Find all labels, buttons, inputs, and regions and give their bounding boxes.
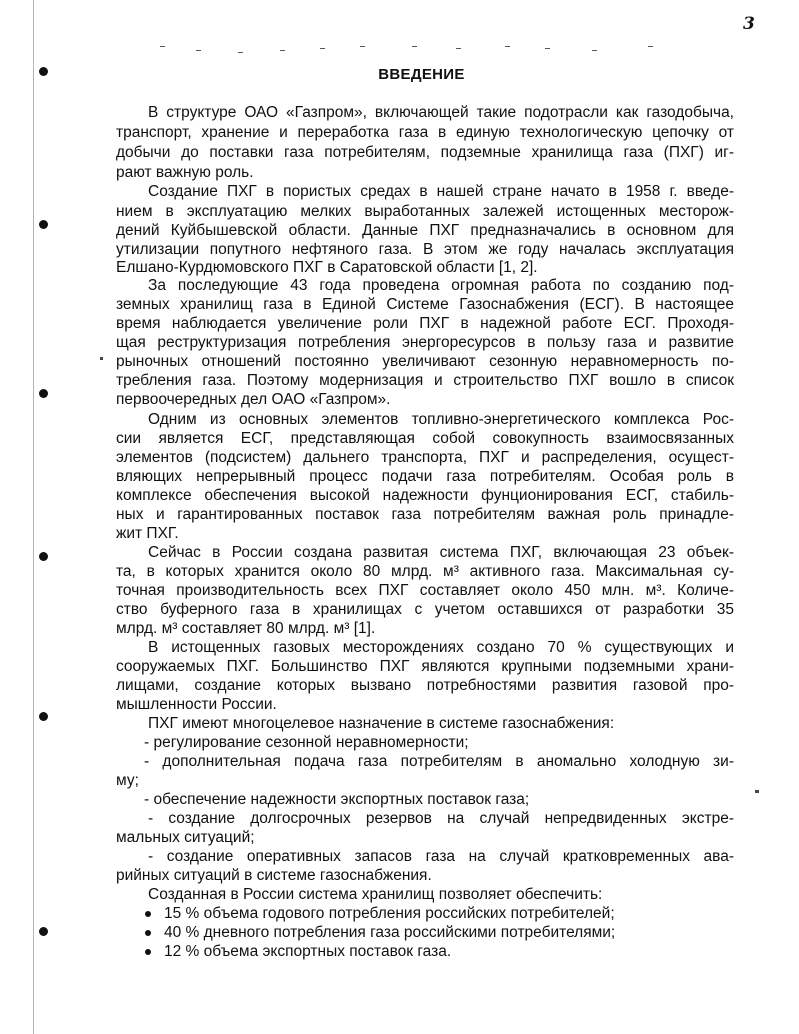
text-line: рают важную роль. — [116, 164, 254, 181]
text-line: мальных ситуаций; — [116, 829, 255, 846]
bullet-list-item: 15 % объема годового потребления российских потребителей; — [164, 905, 615, 922]
text-line: Сейчас в России создана развитая система ПХГ, включающая 23 объек- — [148, 544, 734, 561]
text-line: требления газа. Поэтому модернизация и строительство ПХГ вошло в список — [116, 372, 734, 389]
text-line: первоочередных дел ОАО «Газпром». — [116, 391, 391, 408]
scan-tick — [592, 50, 597, 51]
scan-tick — [238, 52, 243, 53]
dash-list-item: - создание оперативных запасов газа на случай кратковременных ава- — [148, 848, 734, 865]
bullet-icon — [145, 930, 151, 936]
text-line: точная производительность всех ПХГ составляет около 450 млн. м³. Количе- — [116, 582, 734, 599]
text-line: щая реструктуризация потребления энергоресурсов в пользу газа и развитие — [116, 334, 734, 351]
text-line: элементов (подсистем) дальнего транспорта, ПХГ и распределения, осущест- — [116, 449, 734, 466]
text-line: лищами, создание которых вызвано потребностями развития газовой про- — [116, 677, 734, 694]
scan-speck — [100, 357, 103, 360]
text-line: жит ПХГ. — [116, 525, 179, 542]
text-line: время наблюдается увеличение роли ПХГ в надежной работе ЕСГ. Проходя- — [116, 315, 734, 332]
text-line: му; — [116, 772, 139, 789]
text-line: За последующие 43 года проведена огромная работа по созданию под- — [148, 277, 734, 294]
section-title — [0, 66, 799, 83]
text-line: ПХГ имеют многоцелевое назначение в системе газоснабжения: — [148, 715, 615, 732]
text-line: ство буферного газа в хранилищах с учетом оставшихся от разработки 35 — [116, 601, 734, 618]
scan-speck — [755, 790, 759, 793]
text-line: та, в которых хранится около 80 млрд. м³ активного газа. Максимальная су- — [116, 563, 734, 580]
punch-hole-mark — [39, 927, 48, 936]
scan-tick — [456, 48, 461, 49]
text-line: вляющих непрерывный процесс подачи газа потребителям. Особая роль в — [116, 468, 734, 485]
punch-hole-mark — [39, 552, 48, 561]
scan-tick — [648, 46, 653, 47]
text-line: Одним из основных элементов топливно-энергетического комплекса Рос- — [148, 411, 734, 428]
binding-edge-line — [33, 0, 34, 1034]
scan-tick — [196, 50, 201, 51]
text-line: нием в эксплуатацию мелких выработанных залежей истощенных месторож- — [116, 203, 734, 220]
bullet-list-item: 12 % объема экспортных поставок газа. — [164, 943, 452, 960]
text-line: транспорт, хранение и переработка газа в единую технологическую цепочку от — [116, 124, 734, 141]
text-line: ных и гарантированных поставок газа потребителям важная роль принадле- — [116, 506, 734, 523]
text-line: утилизации попутного нефтяного газа. В этом же году началась эксплуатация — [116, 241, 734, 258]
scan-tick — [160, 46, 165, 47]
scan-tick — [545, 48, 550, 49]
bullet-icon — [145, 911, 151, 917]
punch-hole-mark — [39, 389, 48, 398]
text-line: рыночных отношений постоянно увеличивают сезонную неравномерность по- — [116, 353, 734, 370]
text-line: добычи до поставки газа потребителям, подземные хранилища газа (ПХГ) иг- — [116, 144, 734, 161]
section-title-text: ВВЕДЕНИЕ — [378, 66, 465, 83]
scan-tick — [320, 48, 325, 49]
text-line: сооружаемых ПХГ. Большинство ПХГ являются крупными подземными храни- — [116, 658, 734, 675]
text-line: Создание ПХГ в пористых средах в нашей стране начато в 1958 г. введе- — [148, 183, 734, 200]
dash-list-item: - обеспечение надежности экспортных поставок газа; — [144, 791, 530, 808]
dash-list-item: - дополнительная подача газа потребителям в аномально холодную зи- — [144, 753, 734, 770]
scan-tick — [280, 50, 285, 51]
text-line: млрд. м³ составляет 80 млрд. м³ [1]. — [116, 620, 376, 637]
text-line: сии является ЕСГ, представляющая собой совокупность взаимосвязанных — [116, 430, 734, 447]
page-number: 3 — [743, 14, 755, 34]
bullet-icon — [145, 949, 151, 955]
punch-hole-mark — [39, 220, 48, 229]
scan-tick — [360, 46, 365, 47]
text-line: рийных ситуаций в системе газоснабжения. — [116, 867, 432, 884]
text-line: Созданная в России система хранилищ позволяет обеспечить: — [148, 886, 603, 903]
dash-list-item: - регулирование сезонной неравномерности; — [144, 734, 469, 751]
text-line: комплексе обеспечения высокой надежности фунционирования ЕСГ, стабиль- — [116, 487, 734, 504]
bullet-list-item: 40 % дневного потребления газа российскими потребителями; — [164, 924, 616, 941]
text-line: В структуре ОАО «Газпром», включающей такие подотрасли как газодобыча, — [148, 104, 734, 121]
scan-tick — [412, 46, 417, 47]
text-line: В истощенных газовых месторождениях создано 70 % существующих и — [148, 639, 734, 656]
scan-tick — [505, 46, 510, 47]
text-line: земных хранилищ газа в Единой Системе Газоснабжения (ЕСГ). В настоящее — [116, 296, 734, 313]
text-line: дений Куйбышевской области. Данные ПХГ предназначались в основном для — [116, 222, 734, 239]
text-line: Елшано-Курдюмовского ПХГ в Саратовской области [1, 2]. — [116, 259, 538, 276]
text-line: мышленности России. — [116, 696, 277, 713]
dash-list-item: - создание долгосрочных резервов на случай непредвиденных экстре- — [148, 810, 734, 827]
punch-hole-mark — [39, 712, 48, 721]
